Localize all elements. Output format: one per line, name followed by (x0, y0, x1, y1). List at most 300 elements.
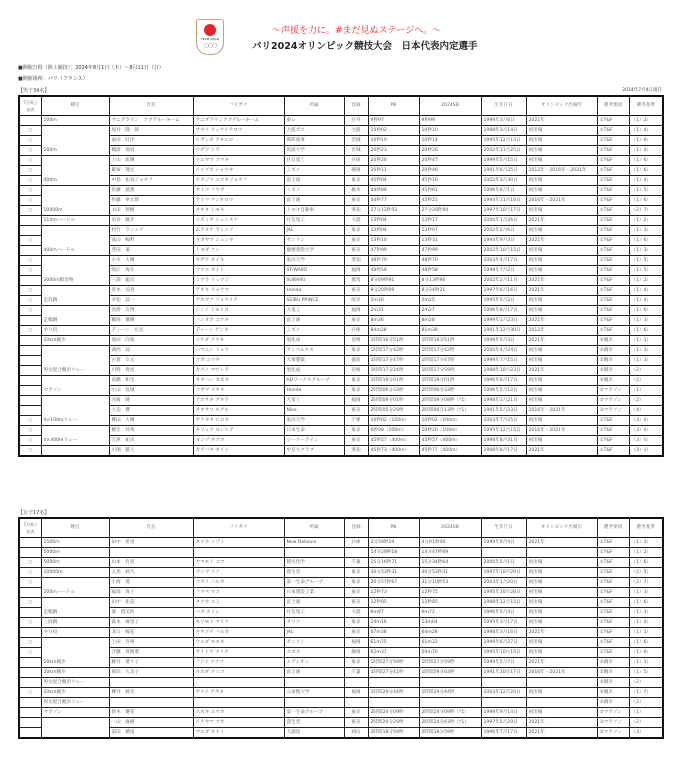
announced-cell (19, 406, 41, 416)
olympic-appearances-cell: 2021年 (526, 366, 597, 376)
athlete-name-cell: 一山 麻緒 (109, 718, 193, 728)
event-cell: 200m (41, 146, 109, 156)
table-row (19, 678, 663, 688)
olympic-appearances-cell: 初出場 (526, 708, 597, 718)
selection-criterion-cell: （1）6） (629, 326, 663, 336)
season-best-cell: 48秒70 (419, 256, 481, 266)
table-row (19, 326, 663, 336)
season-best-cell: 45秒77（400m） (419, 446, 481, 457)
season-best-cell: 10秒10 (419, 126, 481, 136)
olympic-appearances-cell: 初出場 (526, 588, 597, 598)
selection-requirement-cell: ①T&F (597, 196, 629, 206)
birth-date-cell: 1999年3月6日 (481, 116, 526, 126)
olympic-appearances-cell: 初出場 (526, 558, 597, 568)
season-best-cell: 48秒58 (419, 266, 481, 276)
birth-date-cell: 1997年10月29日 (481, 568, 526, 578)
athlete-name-cell: 小山 直城 (109, 386, 193, 396)
season-best-cell: 13m64 (419, 618, 481, 628)
registration-cell: 東京 (344, 376, 368, 386)
olympic-appearances-cell: 初出場 (526, 598, 597, 608)
event-cell: 5000m (41, 548, 109, 558)
athlete-name-cell: 桐生 祥秀 (109, 426, 193, 436)
registration-cell: 愛知 (344, 206, 368, 216)
event-cell: やり投 (41, 326, 109, 336)
announced-cell: ○ (19, 186, 41, 196)
olympic-appearances-cell: 初出場 (526, 266, 597, 276)
announced-cell: ○ (19, 236, 41, 246)
furigana-cell (193, 548, 284, 558)
event-cell (41, 718, 109, 728)
athlete-name-cell: 濱西 諒 (109, 346, 193, 356)
table-row (19, 226, 663, 236)
personal-best-cell: 45秒04 (368, 176, 419, 186)
athlete-name-cell: 上田 百寧 (109, 638, 193, 648)
announced-cell (19, 246, 41, 256)
selection-requirement-cell: ①T&F (597, 156, 629, 166)
registration-cell: 東京 (344, 578, 368, 588)
header-row (19, 518, 663, 538)
birth-date-cell: 2002年11月25日 (481, 146, 526, 156)
registration-cell: 東京 (344, 658, 368, 668)
table-row (19, 306, 663, 316)
column-header-event: 種目 (41, 96, 109, 116)
announced-cell: ○ (19, 126, 41, 136)
athlete-name-cell: 高山 峻野 (109, 236, 193, 246)
table-row (19, 608, 663, 618)
furigana-cell: コカイ ハルカ (193, 578, 284, 588)
event-cell (41, 376, 109, 386)
birth-date-cell: 1998年3月14日 (481, 126, 526, 136)
affiliation-cell: スズキ (284, 648, 344, 658)
selection-requirement-cell: ①T&F (597, 146, 629, 156)
furigana-cell: トヨダ ケン (193, 246, 284, 256)
personal-best-cell (368, 678, 419, 688)
olympic-appearances-cell: 初出場 (526, 136, 597, 146)
registration-cell: 兵庫 (344, 156, 368, 166)
affiliation-cell: SEIBU PRINCE (284, 296, 344, 306)
registration-cell: 福岡 (344, 638, 368, 648)
athlete-name-cell: サニブラウン アブデルハキーム (109, 116, 193, 126)
table-row (19, 136, 663, 146)
athlete-name-cell: 三浦 龍司 (109, 276, 193, 286)
athlete-name-cell: 古賀 友太 (109, 356, 193, 366)
selection-requirement-cell: ①T&F (597, 226, 629, 236)
athlete-name-cell: 山本 有真 (109, 558, 193, 568)
furigana-cell: カワバタ カイト (193, 446, 284, 457)
athlete-name-cell: 吉津 拓歩 (109, 436, 193, 446)
birth-date-cell: 1996年6月17日 (481, 376, 526, 386)
affiliation-cell: エディオン (284, 658, 344, 668)
event-cell: 400m (41, 176, 109, 186)
announced-cell (19, 366, 41, 376)
event-cell (41, 156, 109, 166)
table-row (19, 548, 663, 558)
registration-cell: 岡山 (344, 728, 368, 739)
furigana-cell: ナカジマ ユウキジョセフ (193, 176, 284, 186)
olympic-appearances-cell: 初出場 (526, 176, 597, 186)
event-cell (41, 226, 109, 236)
event-cell: 4×100mリレー (41, 416, 109, 426)
event-cell: 1500m (41, 538, 109, 548)
selection-criterion-cell: （1）5） (629, 668, 663, 678)
event-cell: マラソン (41, 386, 109, 396)
furigana-cell (193, 698, 284, 708)
affiliation-cell: ミズノ (284, 326, 344, 336)
event-cell (41, 648, 109, 658)
season-best-cell: 2時間06分13秒（*1） (419, 406, 481, 416)
table-row (19, 166, 663, 176)
registration-cell: 東京 (344, 718, 368, 728)
registration-cell: 東京 (344, 708, 368, 718)
furigana-cell: ハシオカ ユウキ (193, 316, 284, 326)
olympic-appearances-cell: 2021年 (526, 286, 597, 296)
selection-criterion-cell: （1）4） (629, 618, 663, 628)
personal-best-cell: 47秒99 (368, 246, 419, 256)
olympic-appearances-cell (526, 678, 597, 688)
birth-date-cell: 1999年5月7日 (481, 658, 526, 668)
announced-cell: ○ (19, 688, 41, 698)
selection-requirement-cell: ①T&F (597, 598, 629, 608)
furigana-cell: タカハシ カズキ (193, 376, 284, 386)
furigana-cell: マエダ ホナミ (193, 728, 284, 739)
selection-criterion-cell: （1）1） (629, 658, 663, 668)
birth-date-cell: 1999年5月15日 (481, 156, 526, 166)
athlete-name-cell: 池田 向希 (109, 336, 193, 346)
registration-cell: 愛知 (344, 446, 368, 457)
affiliation-cell: ゼンリン (284, 638, 344, 648)
document-header (0, 0, 685, 58)
furigana-cell: ウエヤマ コウキ (193, 156, 284, 166)
announced-cell (19, 336, 41, 346)
birth-date-cell (481, 548, 526, 558)
birth-date-cell: 1994年11月16日 (481, 196, 526, 206)
selection-requirement-cell: ①T&F (597, 286, 629, 296)
announced-cell: ○ (19, 266, 41, 276)
season-best-cell: 13秒07 (419, 226, 481, 236)
athlete-name-cell: 飯塚 翔太 (109, 166, 193, 176)
selection-criterion-cell: （1）4） (629, 126, 663, 136)
personal-best-cell: 27分12秒53 (368, 206, 419, 216)
selection-criterion-cell: （1）3） (629, 346, 663, 356)
birth-date-cell: 2000年1月26日 (481, 216, 526, 226)
athlete-name-cell: 柳田 大輝 (109, 416, 193, 426)
selection-requirement-cell: ①T&F (597, 578, 629, 588)
registration-cell: 宮城 (344, 146, 368, 156)
athlete-name-cell: 泉谷 駿介 (109, 216, 193, 226)
athlete-name-cell: 岡田 久美子 (109, 668, 193, 678)
birth-date-cell: 2003年1月20日 (481, 578, 526, 588)
furigana-cell: ヨシヅ タクホ (193, 436, 284, 446)
olympic-appearances-cell: 2016年・2021年 (526, 668, 597, 678)
men-section-label: 【男子34名】 (18, 88, 50, 94)
selection-requirement-cell: ①T&F (597, 166, 629, 176)
selection-criterion-cell: （1）3） (629, 588, 663, 598)
affiliation-cell: 立命館大学 (284, 688, 344, 698)
selection-criterion-cell: （1）5） (629, 186, 663, 196)
birth-date-cell: 1997年5月29日 (481, 718, 526, 728)
registration-cell: 東京 (344, 588, 368, 598)
furigana-cell: フクベ マコ (193, 588, 284, 598)
selection-requirement-cell: ①T&F (597, 638, 629, 648)
personal-best-cell: 84m28 (368, 326, 419, 336)
birth-date-cell: 1995年12月15日 (481, 426, 526, 436)
furigana-cell: シンノ トモヒロ (193, 306, 284, 316)
table-row (19, 658, 663, 668)
affiliation-cell: トヨタ自動車 (284, 206, 344, 216)
announced-cell: ○ (19, 296, 41, 306)
birth-date-cell: 1999年1月23日 (481, 316, 526, 326)
affiliation-cell: 天満屋 (284, 728, 344, 739)
personal-best-cell: 2時間06分33秒 (368, 386, 419, 396)
athlete-name-cell: 川野 将虎 (109, 366, 193, 376)
furigana-cell: モリモト マリコ (193, 618, 284, 628)
furigana-cell: ヤマモト ユマ (193, 558, 284, 568)
personal-best-cell: 1時間17分42秒 (368, 346, 419, 356)
athlete-name-cell: 東田 旺洋 (109, 136, 193, 146)
affiliation-cell: 旭化成 (284, 366, 344, 376)
season-best-cell: 6m72 (419, 608, 481, 618)
affiliation-cell: 九電工 (284, 306, 344, 316)
season-best-cell: 47秒99 (419, 246, 481, 256)
registration-cell: 岐阜 (344, 296, 368, 306)
personal-best-cell: 8分20秒09 (368, 286, 419, 296)
selection-requirement-cell: ①T&F (597, 296, 629, 306)
birth-date-cell: 1999年9月4日 (481, 538, 526, 548)
announced-cell: ○ (19, 206, 41, 216)
olympic-appearances-cell: 初出場 (526, 568, 597, 578)
birth-date-cell: 1996年6月1日 (481, 186, 526, 196)
personal-best-cell: 8分09秒91 (368, 276, 419, 286)
affiliation-cell: 資生堂 (284, 568, 344, 578)
selection-requirement-cell: ①T&F (597, 568, 629, 578)
season-best-cell: 61m32 (419, 638, 481, 648)
athlete-name-cell: 真野 友博 (109, 306, 193, 316)
registration-cell: 福岡 (344, 688, 368, 698)
furigana-cell: サトウ フウガ (193, 186, 284, 196)
personal-best-cell: 2時間09分01秒 (368, 396, 419, 406)
season-best-cell: 1時間17分47秒 (419, 356, 481, 366)
season-best-cell: 1時間17分59秒 (419, 366, 481, 376)
birth-date-cell: 2002年2月11日 (481, 276, 526, 286)
athlete-name-cell: 藤井 菜々子 (109, 658, 193, 668)
personal-best-cell: 61m75 (368, 638, 419, 648)
birth-date-cell: 1998年1月21日 (481, 396, 526, 406)
birth-date-cell: 1998年5月3日 (481, 336, 526, 346)
season-best-cell: 45秒21 (419, 196, 481, 206)
personal-best-cell: 13秒04 (368, 216, 419, 226)
furigana-cell: カワノ マサトラ (193, 366, 284, 376)
event-cell (41, 426, 109, 436)
birth-date-cell: 2002年10月15日 (481, 246, 526, 256)
registration-cell: 東京 (344, 346, 368, 356)
olympic-appearances-cell: 初出場 (526, 608, 597, 618)
olympic-appearances-cell: 2021年 (526, 236, 597, 246)
table-row (19, 618, 663, 628)
personal-best-cell: 1時間19分01秒 (368, 376, 419, 386)
birth-date-cell: 1995年5月2日 (481, 296, 526, 306)
season-best-cell: 2時間06分33秒 (419, 386, 481, 396)
birth-date-cell: 2000年5月1日 (481, 558, 526, 568)
selection-criterion-cell: （1）4） (629, 146, 663, 156)
announced-cell (19, 628, 41, 638)
athlete-name-cell: 田中 佑美 (109, 598, 193, 608)
selection-criterion-cell: （1）6） (629, 306, 663, 316)
olympic-appearances-cell: 2021年 (526, 718, 597, 728)
birth-date-cell: 1991年6月25日 (481, 166, 526, 176)
personal-best-cell: 2時間18分59秒 (368, 728, 419, 739)
column-header-affiliation: 所属 (284, 96, 344, 116)
birth-date-cell: 1995年10月28日 (481, 588, 526, 598)
furigana-cell: フジイ ナナコ (193, 658, 284, 668)
personal-best-cell: 9秒97 (368, 116, 419, 126)
birth-date-cell: 1998年10月23日 (481, 366, 526, 376)
selection-requirement-cell: ②競歩 (597, 698, 629, 708)
personal-best-cell: 20秒11 (368, 166, 419, 176)
selection-criterion-cell: （1）6） (629, 236, 663, 246)
table-row (19, 668, 663, 678)
olympic-appearances-cell: 初出場 (526, 396, 597, 406)
selection-requirement-cell: ①T&F (597, 548, 629, 558)
personal-best-cell: 14m16 (368, 618, 419, 628)
announced-cell (19, 678, 41, 688)
affiliation-cell: 住友電工 (284, 608, 344, 618)
event-cell: 三段跳 (41, 618, 109, 628)
athlete-name-cell: 斉藤 真理菜 (109, 648, 193, 658)
olympic-appearances-cell: 2021年 (526, 216, 597, 226)
registration-cell: 宮崎 (344, 366, 368, 376)
season-best-cell: 20秒26 (419, 146, 481, 156)
athlete-name-cell: 福部 真子 (109, 588, 193, 598)
affiliation-cell: 富士通 (284, 598, 344, 608)
olympic-appearances-cell: 初出場 (526, 376, 597, 386)
table-row (19, 186, 663, 196)
season-best-cell: 2時間24分09秒（*1） (419, 708, 481, 718)
selection-criterion-cell: （1）4） (629, 286, 663, 296)
event-cell: 100mハードル (41, 588, 109, 598)
furigana-cell (193, 678, 284, 688)
personal-best-cell: 45秒73（400m） (368, 446, 419, 457)
olympic-appearances-cell: 初出場 (526, 256, 597, 266)
selection-requirement-cell: ②競歩 (597, 688, 629, 698)
announced-cell: ○ (19, 648, 41, 658)
olympic-appearances-cell: 初出場 (526, 638, 597, 648)
affiliation-cell: 富士通 (284, 316, 344, 326)
personal-best-cell: 48秒70 (368, 256, 419, 266)
birth-date-cell: 2003年7月25日 (481, 416, 526, 426)
table-row (19, 206, 663, 216)
announced-cell (19, 396, 41, 406)
selection-criterion-cell: （1）6） (629, 136, 663, 146)
athlete-name-cell: 北口 榛花 (109, 628, 193, 638)
table-row (19, 356, 663, 366)
announced-cell: ○ (19, 618, 41, 628)
table-row (19, 558, 663, 568)
affiliation-cell (284, 548, 344, 558)
olympic-appearances-cell: 2021年 (526, 538, 597, 548)
affiliation-cell: Nike (284, 406, 344, 416)
selection-criterion-cell: （1）2） (629, 276, 663, 286)
table-row (19, 346, 663, 356)
personal-best-cell: 2m31 (368, 306, 419, 316)
column-header-olympic-appearances: オリンピック出場年 (526, 518, 597, 538)
table-row (19, 146, 663, 156)
season-best-cell: 31分10秒53 (419, 578, 481, 588)
table-row (19, 406, 663, 416)
announced-cell: ○ (19, 166, 41, 176)
as-of-date: 2024年7月4日現在 (622, 88, 662, 93)
selection-criterion-cell: （3）ii） (629, 446, 663, 457)
registration-cell: 兵庫 (344, 326, 368, 336)
affiliation-cell: New Balance (284, 538, 344, 548)
event-cell: 100m (41, 116, 109, 126)
season-best-cell: 12秒75 (419, 588, 481, 598)
personal-best-cell: 67m38 (368, 628, 419, 638)
announced-cell: ○ (19, 578, 41, 588)
affiliation-cell: 住友電工 (284, 216, 344, 226)
season-best-cell: 1時間16分51秒 (419, 336, 481, 346)
announced-cell (19, 376, 41, 386)
event-cell (41, 598, 109, 608)
event-cell: 20km競歩 (41, 658, 109, 668)
registration-cell: 静岡 (344, 648, 368, 658)
furigana-cell: イイヅカ ショウタ (193, 166, 284, 176)
selection-requirement-cell: ①T&F (597, 176, 629, 186)
women-roster-table (18, 517, 664, 739)
personal-best-cell: 12秒85 (368, 598, 419, 608)
announced-cell (19, 346, 41, 356)
event-cell: 400mハードル (41, 246, 109, 256)
selection-criterion-cell: （1）3） (629, 316, 663, 326)
season-best-cell: 2時間09分08秒（*1） (419, 396, 481, 406)
season-best-cell: 20秒46 (419, 166, 481, 176)
event-cell: 3000m障害物 (41, 276, 109, 286)
personal-best-cell: 1時間16分51秒 (368, 336, 419, 346)
selection-criterion-cell: （1）6） (629, 648, 663, 658)
athlete-name-cell: 中島 佑気ジョセフ (109, 176, 193, 186)
table-row (19, 246, 663, 256)
selection-requirement-cell: ①T&F (597, 256, 629, 266)
olympic-appearances-cell: 2021年 (526, 728, 597, 739)
column-header-olympic-appearances: オリンピック出場年 (526, 96, 597, 116)
registration-cell: 東京 (344, 618, 368, 628)
announced-cell: ○ (19, 286, 41, 296)
season-best-cell: 64m28 (419, 628, 481, 638)
selection-requirement-cell: ①T&F (597, 116, 629, 126)
personal-best-cell: 45秒57（400m） (368, 436, 419, 446)
season-best-cell: 2m27 (419, 306, 481, 316)
registration-cell (344, 678, 368, 688)
season-best-cell: 9秒99 (419, 116, 481, 126)
selection-requirement-cell: ②競歩 (597, 356, 629, 366)
registration-cell: 東京 (344, 196, 368, 206)
table-row (19, 728, 663, 739)
athlete-name-cell: 太田 智樹 (109, 206, 193, 216)
personal-best-cell: 44秒77 (368, 196, 419, 206)
selection-criterion-cell: （1）6） (629, 196, 663, 206)
olympic-appearances-cell: 2016年・2021年 (526, 196, 597, 206)
men-roster-table (18, 95, 664, 457)
announced-cell: ○ (19, 146, 41, 156)
birth-date-cell: 1995年12月13日 (481, 136, 526, 146)
announced-cell: ○ (19, 136, 41, 146)
birth-date-cell: 1999年9月14日 (481, 708, 526, 718)
birth-date-cell: 1991年10月17日 (481, 668, 526, 678)
olympic-appearances-cell: 2012年 (526, 326, 597, 336)
birth-date-cell: 1998年8月17日 (481, 446, 526, 457)
table-row (19, 426, 663, 436)
personal-best-cell: 10秒02（100m） (368, 416, 419, 426)
furigana-cell: コガ ユウタ (193, 356, 284, 366)
